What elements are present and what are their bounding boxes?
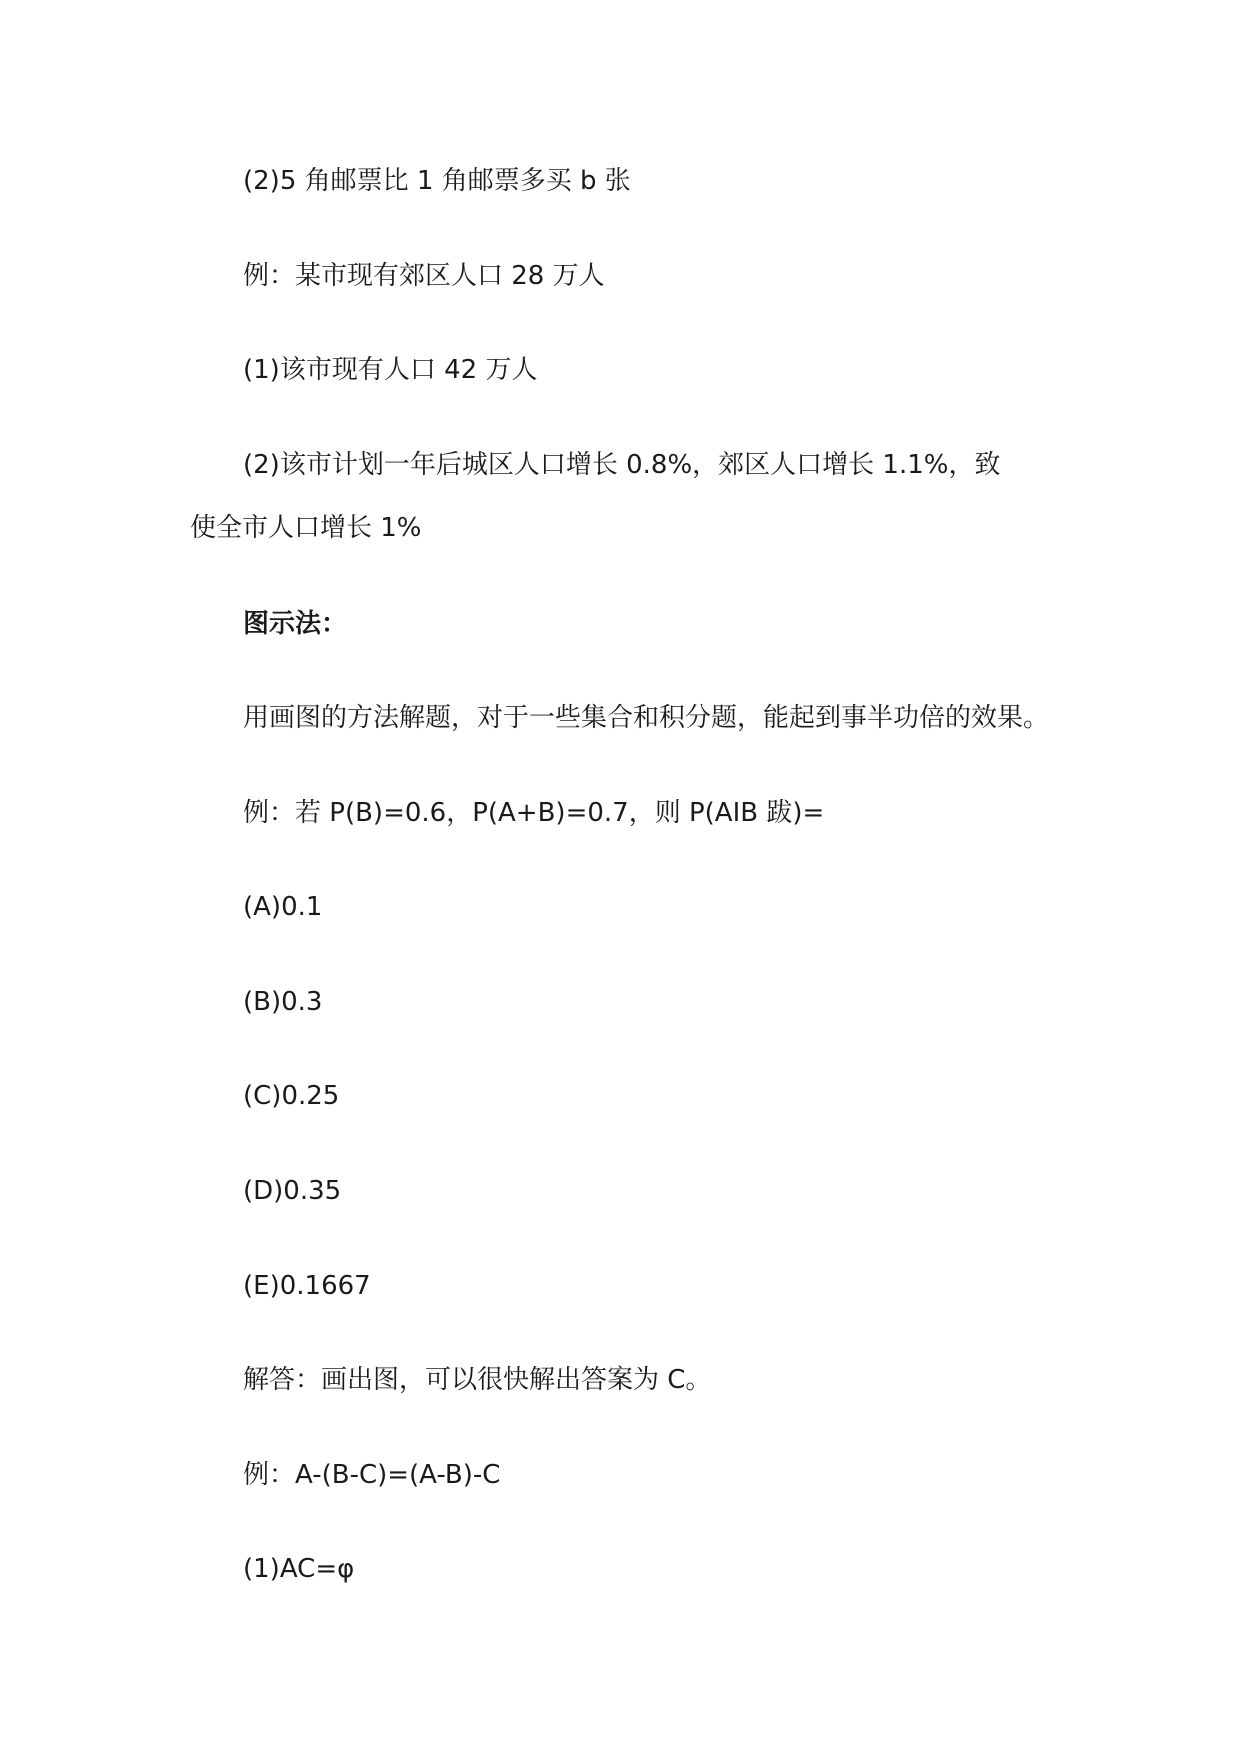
section-heading-diagram-method: 图示法： bbox=[243, 609, 348, 639]
option-a: (A)0.1 bbox=[243, 892, 323, 922]
option-d: (D)0.35 bbox=[243, 1176, 342, 1206]
text-line-answer: 解答：画出图，可以很快解出答案为 C。 bbox=[243, 1365, 712, 1395]
option-e: (E)0.1667 bbox=[243, 1271, 371, 1301]
text-line-condition-2-cont: 使全市人口增长 1% bbox=[190, 513, 422, 543]
text-line-condition-2: (2)该市计划一年后城区人口增长 0.8%，郊区人口增长 1.1%，致 bbox=[243, 450, 1001, 480]
text-line-stamps: (2)5 角邮票比 1 角邮票多买 b 张 bbox=[243, 166, 631, 196]
option-b: (B)0.3 bbox=[243, 987, 323, 1017]
text-line-method-desc: 用画图的方法解题，对于一些集合和积分题，能起到事半功倍的效果。 bbox=[243, 703, 1050, 733]
option-c: (C)0.25 bbox=[243, 1081, 340, 1111]
text-line-example-population: 例：某市现有郊区人口 28 万人 bbox=[243, 261, 605, 291]
text-line-condition-1: (1)该市现有人口 42 万人 bbox=[243, 355, 538, 385]
text-line-example-sets: 例：A-(B-C)=(A-B)-C bbox=[243, 1460, 501, 1490]
text-line-set-condition-1: (1)AC=φ bbox=[243, 1554, 355, 1584]
text-line-example-probability: 例：若 P(B)=0.6，P(A+B)=0.7，则 P(AIB 跋)= bbox=[243, 798, 825, 828]
